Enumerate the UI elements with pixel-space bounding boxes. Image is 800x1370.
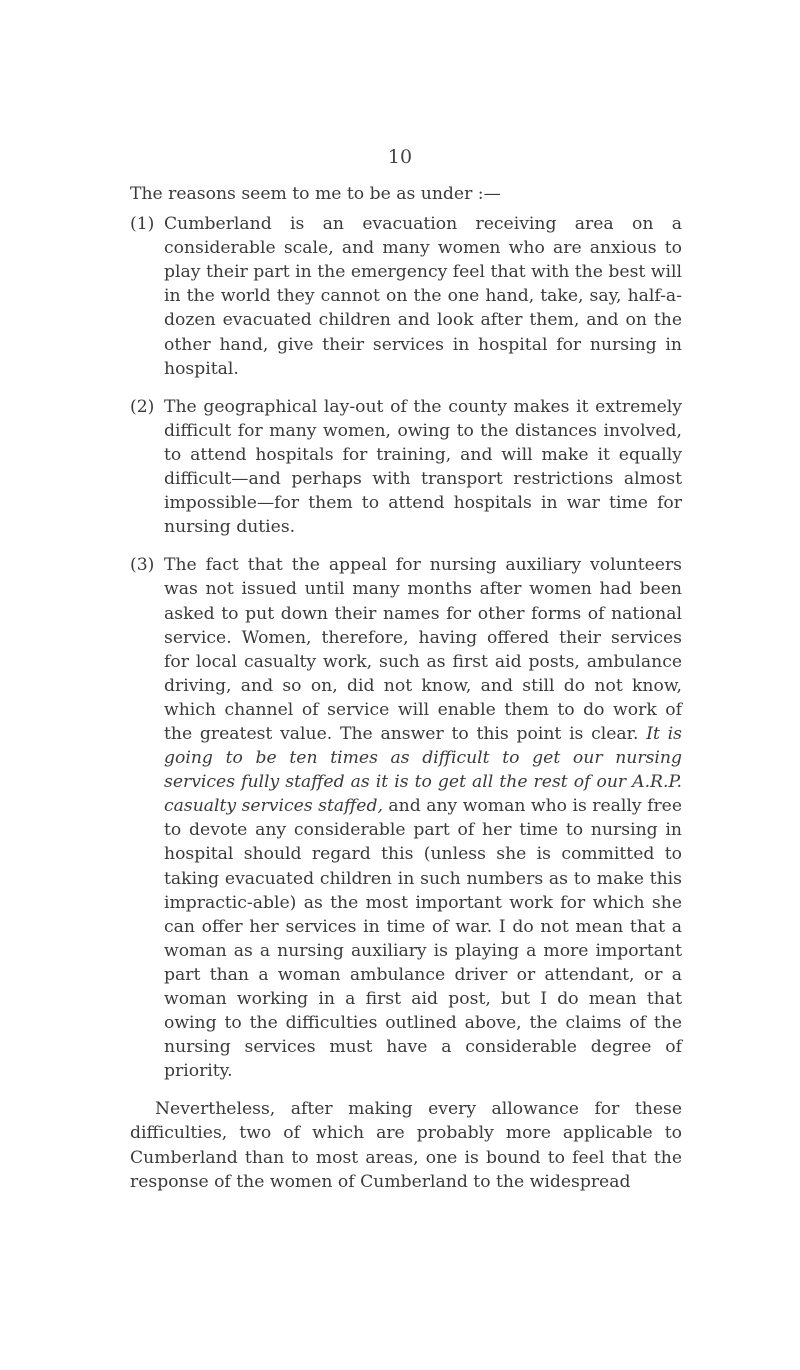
- list-item-text-part: The fact that the appeal for nursing auxiliary volunteers was not issued until many months after women had been asked to put down their names for other forms of national service. Women, therefore, having offered their services for local casualty work, such as first aid posts, ambulance driving, and so on, did not know, and still do not know, which channel of service will enable them to do work of the greatest value. The answer to this point is clear.: [164, 555, 682, 744]
- list-item-text: [164, 553, 682, 1083]
- closing-paragraph: Nevertheless, after making every allowance for these difficulties, two of which are probably more applicable to Cumberland than to most areas, one is bound to feel that the response of the women of Cumberland to the widespread: [130, 1099, 682, 1192]
- emphasized-text: It is going to be ten times as difficult to get our nursing services fully staffed as it is to get all the rest of our A.R.P. casualty services staffed,: [164, 723, 682, 817]
- page-number: 10: [387, 146, 413, 168]
- list-item-text-part: and any woman who is really free to devote any considerable part of her time to nursing in hospital should regard this (unless she is committed to taking evacuated children in such numbers as to make this impractic-able) as the most important work for which she can offer her services in time of war. I do not mean that a woman as a nursing auxiliary is playing a more important part than a woman ambulance driver or attendant, or a woman working in a first aid post, but I do mean that owing to the difficulties outlined above, the claims of the nursing services must have a considerable degree of priority.: [164, 796, 683, 1082]
- list-item-number: (2): [130, 396, 155, 417]
- list-item: [130, 553, 682, 1083]
- list-item: [130, 212, 682, 381]
- body-text: [130, 182, 682, 1194]
- list-item-number: (1): [130, 214, 155, 235]
- intro-paragraph: The reasons seem to me to be as under :—: [130, 184, 501, 204]
- list-item-text: The geographical lay-out of the county makes it extremely difficult for many women, owing to the distances involved, to attend hospitals for training, and will make it equally difficult—and perhaps with transport restrictions almost impossible—for them to attend hospitals in war time for nursing duties.: [164, 396, 682, 538]
- list-item-number: (3): [130, 555, 155, 576]
- list-item-text: Cumberland is an evacuation receiving area on a considerable scale, and many women who are anxious to play their part in the emergency feel that with the best will in the world they cannot on the one hand, take, say, half-a-dozen evacuated children and look after them, and on the other hand, give their services in hospital for nursing in hospital.: [164, 214, 682, 379]
- list-item: [130, 395, 682, 540]
